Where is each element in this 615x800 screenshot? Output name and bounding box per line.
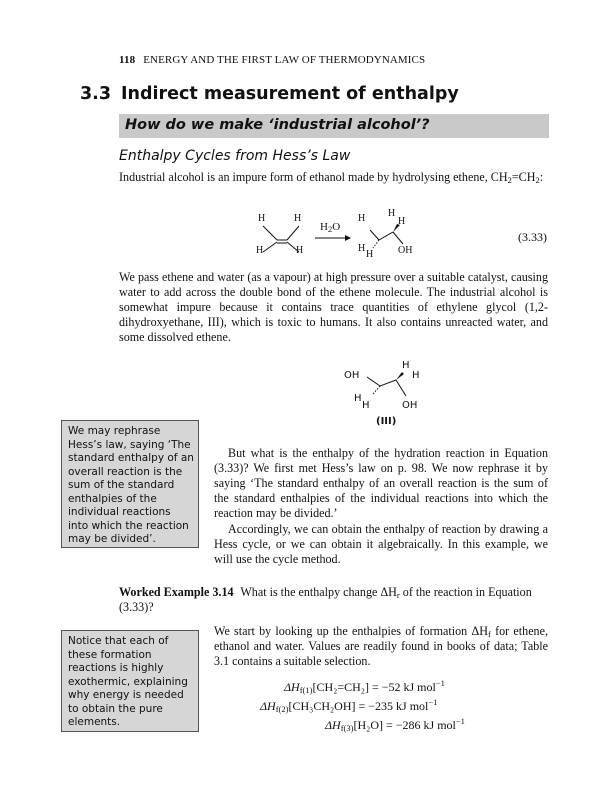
margin-note-exothermic: Notice that each of these formation reactions is highly exothermic, explaining why energy is needed to obtain the pure elements.: [61, 630, 199, 732]
equation-2: $\Delta H_{f(2)}[CH_3CH_2OH] = -235$ kJ mol$^{-1}$: [260, 697, 438, 714]
running-header: [119, 54, 425, 66]
section-number: 3.3: [80, 84, 112, 104]
paragraph-intro: Industrial alcohol is an impure form of ethanol made by hydrolysing ethene, $CH_2=CH_2$:: [119, 170, 544, 185]
paragraph-hess: But what is the enthalpy of the hydration reaction in Equation (3.33)? We first met Hess’s law on p. 98. We now rephrase it by saying ‘The standard enthalpy of an overall reaction is the sum of the standard enthalpies of the individual reactions into which the reaction may be divided.’: [214, 446, 548, 520]
structure-iii-label: (III): [376, 416, 397, 427]
question-banner: [119, 114, 549, 138]
reaction-scheme: [245, 208, 435, 266]
margin-note-hess: We may rephrase Hess’s law, saying ‘The standard enthalpy of an overall reaction is the sum of the standard enthalpies of the individual reactions into which the reaction may be divided’.: [61, 420, 199, 548]
paragraph-process: We pass ethene and water (as a vapour) at high pressure over a suitable catalyst, causing water to add across the double bond of the ethene molecule. The industrial alcohol is somewhat impure because it contains trace quantities of ethylene glycol (1,2-dihydroxyethane, III), which is toxic to humans. It also contains unreacted water, and some dissolved ethene.: [119, 270, 548, 344]
paragraph-formation: We start by looking up the enthalpies of formation $\Delta H_f$ for ethene, ethanol and water. Values are readily found in books of data; Table 3.1 contains a suitable selection.: [214, 624, 548, 668]
subheading: Enthalpy Cycles from Hess’s Law: [119, 148, 351, 164]
section-heading: [80, 84, 459, 104]
section-title: Indirect measurement of enthalpy: [121, 84, 459, 104]
equation-number: (3.33): [518, 230, 547, 244]
paragraph-cycle: Accordingly, we can obtain the enthalpy of reaction by drawing a Hess cycle, or we can obtain it algebraically. In this example, we will use the cycle method.: [214, 522, 548, 566]
equation-3: $\Delta H_{f(3)}[H_2O] = -286$ kJ mol$^{-1}$: [325, 716, 465, 733]
running-title: ENERGY AND THE FIRST LAW OF THERMODYNAMICS: [143, 54, 426, 66]
worked-example-label: Worked Example 3.14: [119, 585, 234, 599]
equation-1: $\Delta H_{f(1)}[CH_2=CH_2] = -52$ kJ mol$^{-1}$: [284, 678, 445, 695]
question-text: How do we make ‘industrial alcohol’?: [125, 117, 430, 133]
worked-example: Worked Example 3.14 What is the enthalpy change $\Delta H_r$ of the reaction in Equation (3.33)?: [119, 585, 532, 614]
reagent-water: $H_2O$: [320, 221, 341, 234]
page-number: 118: [119, 54, 136, 66]
